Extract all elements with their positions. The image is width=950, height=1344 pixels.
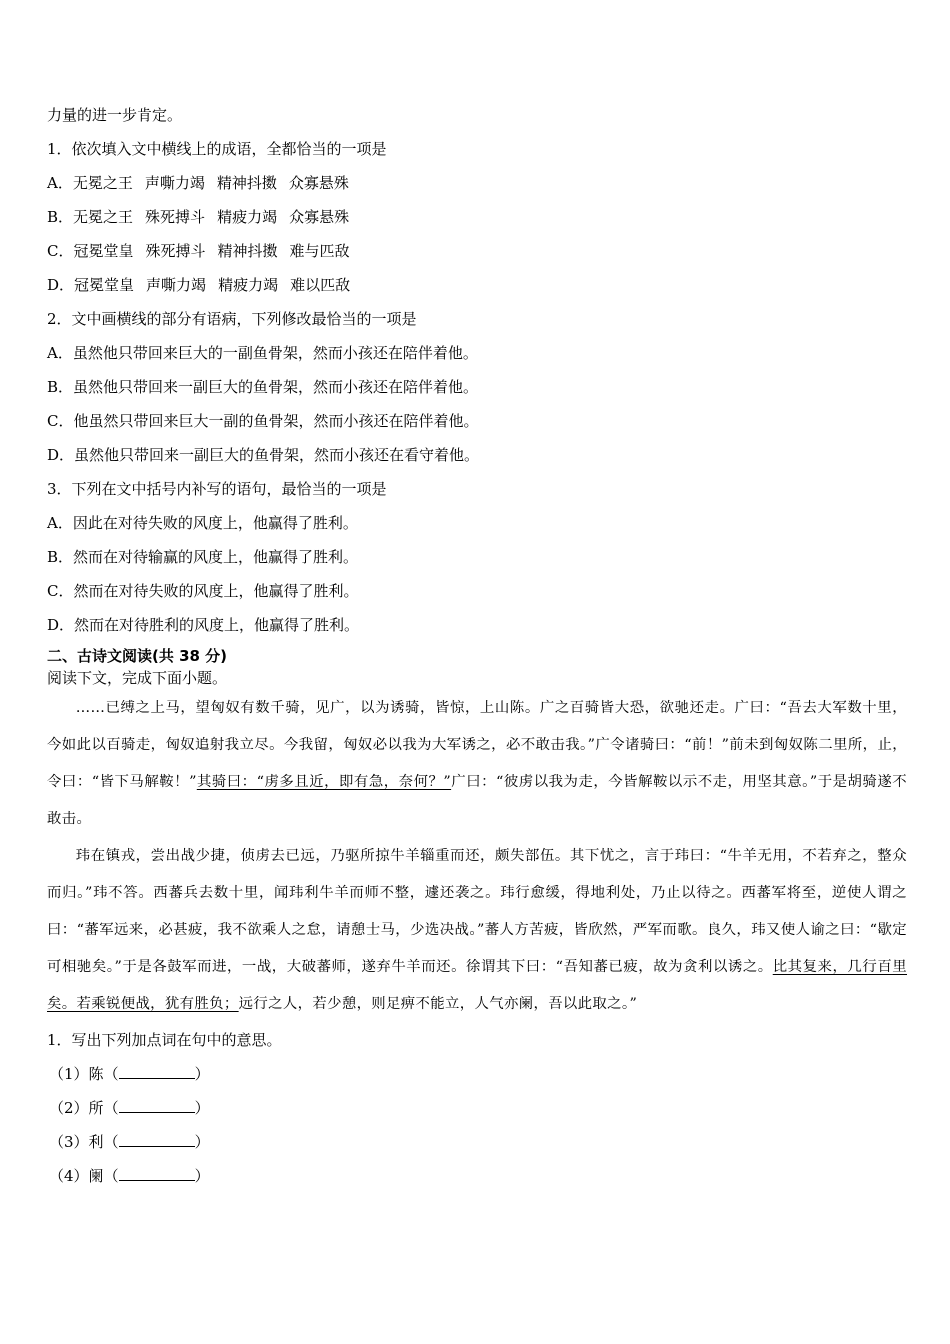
q3-option-a: A．因此在对待失败的风度上，他赢得了胜利。 (47, 514, 358, 532)
q1-option-b: B．无冕之王 殊死搏斗 精疲力竭 众寡悬殊 (47, 208, 350, 226)
sub-item-3: （3）利（ ） (49, 1133, 210, 1151)
underlined-sentence-2: 比其复来，几行百里矣。若乘锐便战，犹有胜负； (47, 959, 907, 1012)
q3-option-c: C．然而在对待失败的风度上，他赢得了胜利。 (47, 582, 359, 600)
q2-option-d: D．虽然他只带回来一副巨大的鱼骨架，然而小孩还在看守着他。 (47, 446, 480, 464)
passage-paragraph-1: ……已缚之上马，望匈奴有数千骑，见广，以为诱骑，皆惊，上山陈。广之百骑皆大恐，欲驰还走。广曰：“吾去大军数十里，今如此以百骑走，匈奴追射我立尽。今我留，匈奴必以我为大军诱之，必不敢击我。”广令诸骑曰：“前！”前未到匈奴陈二里所，止，令曰：“皆下马解鞍！”其骑曰：“虏多且近，即有急，奈何？”广曰：“彼虏以我为走，今皆解鞍以示不走，用坚其意。”于是胡骑遂不敢击。 (47, 700, 907, 827)
intro-line: 力量的进一步肯定。 (47, 106, 183, 124)
question-1-stem: 1．依次填入文中横线上的成语，全都恰当的一项是 (47, 140, 387, 158)
question-2-stem: 2．文中画横线的部分有语病，下列修改最恰当的一项是 (47, 310, 417, 328)
q2-option-b: B．虽然他只带回来一副巨大的鱼骨架，然而小孩还在陪伴着他。 (47, 378, 479, 396)
q2-option-a: A．虽然他只带回来巨大的一副鱼骨架，然而小孩还在陪伴着他。 (47, 344, 478, 362)
underlined-sentence-1: 其骑曰：“虏多且近，即有急，奈何？” (196, 774, 452, 790)
q1-option-a: A．无冕之王 声嘶力竭 精神抖擞 众寡悬殊 (47, 174, 349, 192)
answer-blank[interactable] (119, 1166, 195, 1181)
q1-option-c: C．冠冕堂皇 殊死搏斗 精神抖擞 难与匹敌 (47, 242, 350, 260)
document-page (47, 98, 907, 1193)
section-heading: 二、古诗文阅读(共 38 分) (47, 647, 228, 665)
answer-blank[interactable] (119, 1132, 195, 1147)
sub-item-1: （1）陈（ ） (49, 1065, 210, 1083)
q1-option-d: D．冠冕堂皇 声嘶力竭 精疲力竭 难以匹敌 (47, 276, 351, 294)
passage-paragraph-2: 玮在镇戎，尝出战少捷，侦虏去已远，乃驱所掠牛羊辎重而还，颇失部伍。其下忧之，言于玮曰：“牛羊无用，不若弃之，整众而归。”玮不答。西蕃兵去数十里，闻玮利牛羊而师不整，遽还袭之。玮行愈缓，得地利处，乃止以待之。西蕃军将至，逆使人谓之曰：“蕃军远来，必甚疲，我不欲乘人之怠，请憩士马，少选决战。”蕃人方苦疲，皆欣然，严军而歌。良久，玮又使人谕之曰：“歇定可相驰矣。”于是各鼓军而进，一战，大破蕃师，遂弃牛羊而还。徐谓其下曰：“吾知蕃已疲，故为贪利以诱之。比其复来，几行百里矣。若乘锐便战，犹有胜负；远行之人，若少憩，则足痹不能立，人气亦阑，吾以此取之。” (47, 848, 907, 1012)
q3-option-b: B．然而在对待输赢的风度上，他赢得了胜利。 (47, 548, 359, 566)
reading-instruction: 阅读下文，完成下面小题。 (47, 669, 228, 687)
q2-option-c: C．他虽然只带回来巨大一副的鱼骨架，然而小孩还在陪伴着他。 (47, 412, 479, 430)
sub-item-2: （2）所（ ） (49, 1099, 210, 1117)
question-3-stem: 3．下列在文中括号内补写的语句，最恰当的一项是 (47, 480, 387, 498)
answer-blank[interactable] (119, 1064, 195, 1079)
sub-item-4: （4）阑（ ） (49, 1167, 210, 1185)
question-word-meaning: 1．写出下列加点词在句中的意思。 (47, 1031, 282, 1049)
q3-option-d: D．然而在对待胜利的风度上，他赢得了胜利。 (47, 616, 360, 634)
answer-blank[interactable] (119, 1098, 195, 1113)
classical-passage (47, 690, 907, 1023)
